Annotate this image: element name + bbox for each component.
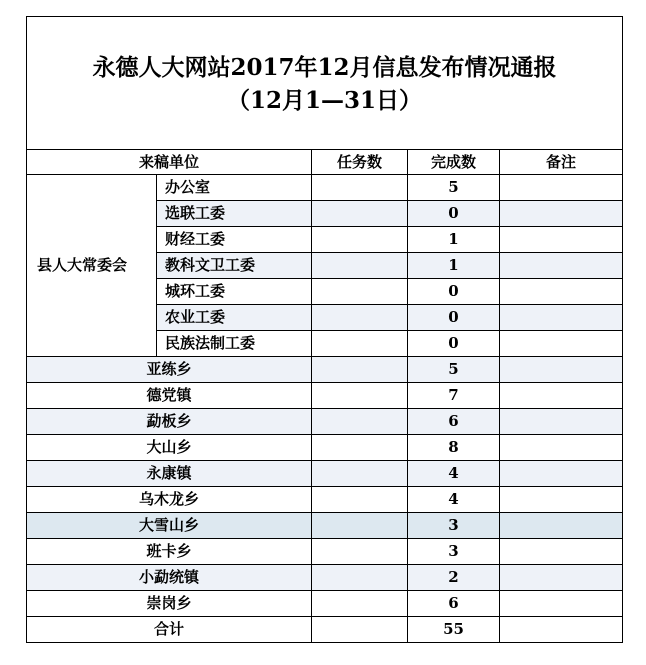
table-row xyxy=(27,565,623,591)
table-row xyxy=(27,409,623,435)
group-label: 县人大常委会 xyxy=(27,175,157,357)
completed-cell: 3 xyxy=(408,513,500,539)
tasks-cell xyxy=(312,461,408,487)
unit-cell: 财经工委 xyxy=(157,227,312,253)
header-unit: 来稿单位 xyxy=(27,150,312,175)
completed-cell: 8 xyxy=(408,435,500,461)
header-completed: 完成数 xyxy=(408,150,500,175)
tasks-cell xyxy=(312,487,408,513)
unit-cell: 选联工委 xyxy=(157,201,312,227)
unit-cell: 亚练乡 xyxy=(27,357,312,383)
unit-cell: 民族法制工委 xyxy=(157,331,312,357)
tasks-cell xyxy=(312,253,408,279)
tasks-cell xyxy=(312,331,408,357)
unit-cell: 农业工委 xyxy=(157,305,312,331)
tasks-cell xyxy=(312,175,408,201)
total-remarks xyxy=(500,617,623,643)
report-title xyxy=(27,17,623,150)
total-row xyxy=(27,617,623,643)
table-row xyxy=(27,539,623,565)
tasks-cell xyxy=(312,357,408,383)
completed-cell: 6 xyxy=(408,409,500,435)
completed-cell: 6 xyxy=(408,591,500,617)
unit-cell: 勐板乡 xyxy=(27,409,312,435)
completed-cell: 0 xyxy=(408,305,500,331)
unit-cell: 崇岗乡 xyxy=(27,591,312,617)
completed-cell: 0 xyxy=(408,201,500,227)
remarks-cell xyxy=(500,487,623,513)
tasks-cell xyxy=(312,513,408,539)
tasks-cell xyxy=(312,305,408,331)
tasks-cell xyxy=(312,539,408,565)
tasks-cell xyxy=(312,227,408,253)
completed-cell: 5 xyxy=(408,175,500,201)
tasks-cell xyxy=(312,201,408,227)
unit-cell: 德党镇 xyxy=(27,383,312,409)
table-row xyxy=(27,435,623,461)
remarks-cell xyxy=(500,253,623,279)
tasks-cell xyxy=(312,279,408,305)
remarks-cell xyxy=(500,357,623,383)
unit-cell: 小勐统镇 xyxy=(27,565,312,591)
header-tasks: 任务数 xyxy=(312,150,408,175)
table-row xyxy=(27,461,623,487)
remarks-cell xyxy=(500,331,623,357)
remarks-cell xyxy=(500,513,623,539)
report-table-container xyxy=(26,16,622,643)
tasks-cell xyxy=(312,383,408,409)
completed-cell: 4 xyxy=(408,487,500,513)
completed-cell: 0 xyxy=(408,331,500,357)
unit-cell: 大山乡 xyxy=(27,435,312,461)
unit-cell: 办公室 xyxy=(157,175,312,201)
remarks-cell xyxy=(500,227,623,253)
remarks-cell xyxy=(500,201,623,227)
remarks-cell xyxy=(500,279,623,305)
tasks-cell xyxy=(312,409,408,435)
completed-cell: 1 xyxy=(408,227,500,253)
tasks-cell xyxy=(312,565,408,591)
title-line-1: 永德人大网站2017年12月信息发布情况通报 xyxy=(92,54,557,81)
unit-cell: 班卡乡 xyxy=(27,539,312,565)
remarks-cell xyxy=(500,383,623,409)
table-row xyxy=(27,487,623,513)
header-row xyxy=(27,150,623,175)
unit-cell: 教科文卫工委 xyxy=(157,253,312,279)
report-table xyxy=(26,16,623,643)
table-row xyxy=(27,383,623,409)
title-line-2: （12月1—31日） xyxy=(227,87,423,114)
total-tasks xyxy=(312,617,408,643)
table-row xyxy=(27,513,623,539)
unit-cell: 永康镇 xyxy=(27,461,312,487)
unit-cell: 城环工委 xyxy=(157,279,312,305)
remarks-cell xyxy=(500,539,623,565)
completed-cell: 4 xyxy=(408,461,500,487)
table-row xyxy=(27,591,623,617)
header-remarks: 备注 xyxy=(500,150,623,175)
total-completed: 55 xyxy=(408,617,500,643)
completed-cell: 3 xyxy=(408,539,500,565)
title-row xyxy=(27,17,623,150)
table-row xyxy=(27,175,623,201)
remarks-cell xyxy=(500,409,623,435)
remarks-cell xyxy=(500,435,623,461)
completed-cell: 2 xyxy=(408,565,500,591)
tasks-cell xyxy=(312,591,408,617)
completed-cell: 1 xyxy=(408,253,500,279)
table-row xyxy=(27,357,623,383)
remarks-cell xyxy=(500,175,623,201)
completed-cell: 5 xyxy=(408,357,500,383)
completed-cell: 0 xyxy=(408,279,500,305)
unit-cell: 大雪山乡 xyxy=(27,513,312,539)
remarks-cell xyxy=(500,565,623,591)
unit-cell: 乌木龙乡 xyxy=(27,487,312,513)
total-label: 合计 xyxy=(27,617,312,643)
remarks-cell xyxy=(500,591,623,617)
tasks-cell xyxy=(312,435,408,461)
remarks-cell xyxy=(500,461,623,487)
remarks-cell xyxy=(500,305,623,331)
completed-cell: 7 xyxy=(408,383,500,409)
